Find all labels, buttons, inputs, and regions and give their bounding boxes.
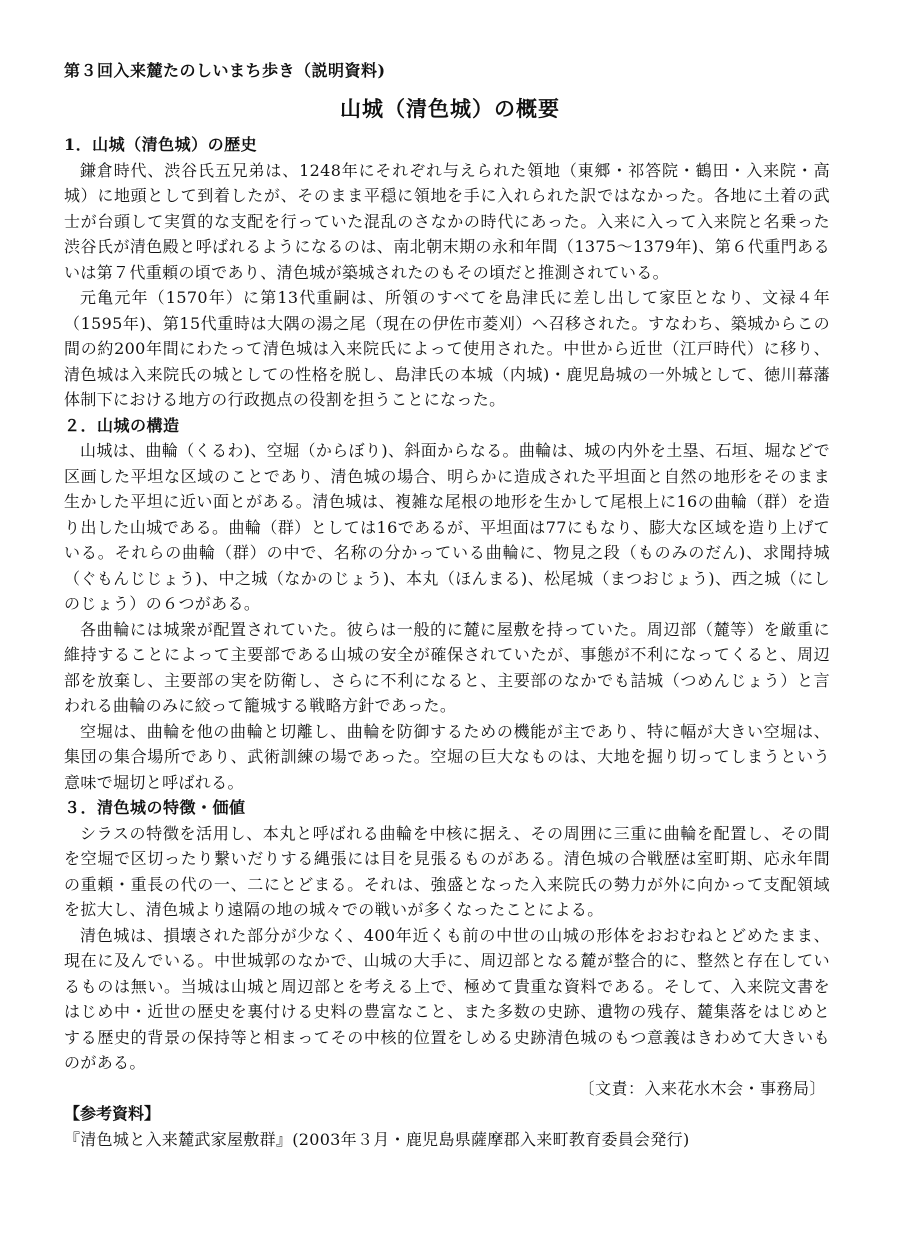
paragraph: 山城は、曲輪（くるわ)、空堀（からぼり)、斜面からなる。曲輪は、城の内外を土塁、石垣、堀などで区画した平坦な区域のことであり、清色城の場合、明らかに造成された平坦面と自然の地形をそのまま生かした平坦に近い面とがある。清色城は、複雑な尾根の地形を生かして尾根上に16の曲輪（群）を造り出した山城である。曲輪（群）としては16であるが、平坦面は77にもなり、膨大な区域を造り上げている。それらの曲輪（群）の中で、名称の分かっている曲輪に、物見之段（ものみのだん)、求聞持城（ぐもんじじょう)、中之城（なかのじょう)、本丸（ほんまる)、松尾城（まつおじょう)、西之城（にしのじょう）の６つがある。: [64, 441, 830, 613]
author-credit: 〔文責：入来花水木会・事務局〕: [578, 1078, 826, 1098]
paragraph: シラスの特徴を活用し、本丸と呼ばれる曲輪を中核に据え、その周囲に三重に曲輪を配置し、その間を空堀で区切ったり繋いだりする縄張には目を見張るものがある。清色城の合戦歴は室町期、応永年間の重頼・重長の代の一、二にとどまる。それは、強盛となった入来院氏の勢力が外に向かって支配領域を拡大し、清色城より遠隔の地の城々での戦いが多くなったことによる。: [64, 823, 830, 919]
document-header: 第３回入来麓たのしいまち歩き（説明資料): [64, 61, 386, 80]
document-body: [64, 132, 830, 1152]
document-title: 山城（清色城）の概要: [340, 96, 560, 121]
section-features-value: [64, 795, 830, 1076]
paragraph: 清色城は、損壊された部分が少なく、400年近くも前の中世の山城の形体をおおむねとどめたまま、現在に及んでいる。中世城郭のなかで、山城の大手に、周辺部となる麓が整合的に、整然と存在しているものは無い。当城は山城と周辺部とを考える上で、極めて貴重な資料である。そして、入来院文書をはじめ中・近世の歴史を裏付ける史料の豊富なこと、また多数の史跡、遺物の残存、麓集落をはじめとする歴史的背景の保持等と相まってその中核的位置をしめる史跡清色城のもつ意義はきわめて大きいものがある。: [64, 925, 830, 1072]
paragraph: 元亀元年（1570年）に第13代重嗣は、所領のすべてを島津氏に差し出して家臣となり、文禄４年（1595年)、第15代重時は大隅の湯之尾（現在の伊佐市菱刈）へ召移された。すなわち、築城からこの間の約200年間にわたって清色城は入来院氏によって使用された。中世から近世（江戸時代）に移り、清色城は入来院氏の城としての性格を脱し、島津氏の本城（内城)・鹿児島城の一外城として、徳川幕藩体制下における地方の行政拠点の役割を担うことになった。: [64, 288, 830, 409]
reference-heading: 【参考資料】: [64, 1104, 161, 1123]
section-heading: ２．山城の構造: [64, 415, 180, 435]
section-heading: 1．山城（清色城）の歴史: [64, 135, 258, 154]
section-history: [64, 132, 830, 413]
paragraph: 空堀は、曲輪を他の曲輪と切離し、曲輪を防御するための機能が主であり、特に幅が大きい空堀は、集団の集合場所であり、武術訓練の場であった。空堀の巨大なものは、大地を掘り切ってしまうという意味で堀切と呼ばれる。: [64, 721, 830, 792]
paragraph: 各曲輪には城衆が配置されていた。彼らは一般的に麓に屋敷を持っていた。周辺部（麓等）を厳重に維持することによって主要部である山城の安全が確保されていたが、事態が不利になってくると、周辺部を放棄し、主要部の実を防衛し、さらに不利になると、主要部のなかでも詰城（つめんじょう）と言われる曲輪のみに絞って籠城する戦略方針であった。: [64, 619, 830, 715]
paragraph: 鎌倉時代、渋谷氏五兄弟は、1248年にそれぞれ与えられた領地（東郷・祁答院・鶴田・入来院・高城）に地頭として到着したが、そのまま平穏に領地を手に入れられた訳ではなかった。各地に土着の武士が台頭して実質的な支配を行っていた混乱のさなかの時代にあった。入来に入って入来院と名乗った渋谷氏が清色殿と呼ばれるようになるのは、南北朝末期の永和年間（1375〜1379年)、第６代重門あるいは第７代重頼の頃であり、清色城が築城されたのもその頃だと推測されている。: [64, 160, 830, 282]
section-heading: ３．清色城の特徴・価値: [64, 798, 246, 817]
section-structure: [64, 413, 830, 796]
reference-text: 『清色城と入来麓武家屋敷群』(2003年３月・鹿児島県薩摩郡入来町教育委員会発行): [64, 1129, 690, 1149]
